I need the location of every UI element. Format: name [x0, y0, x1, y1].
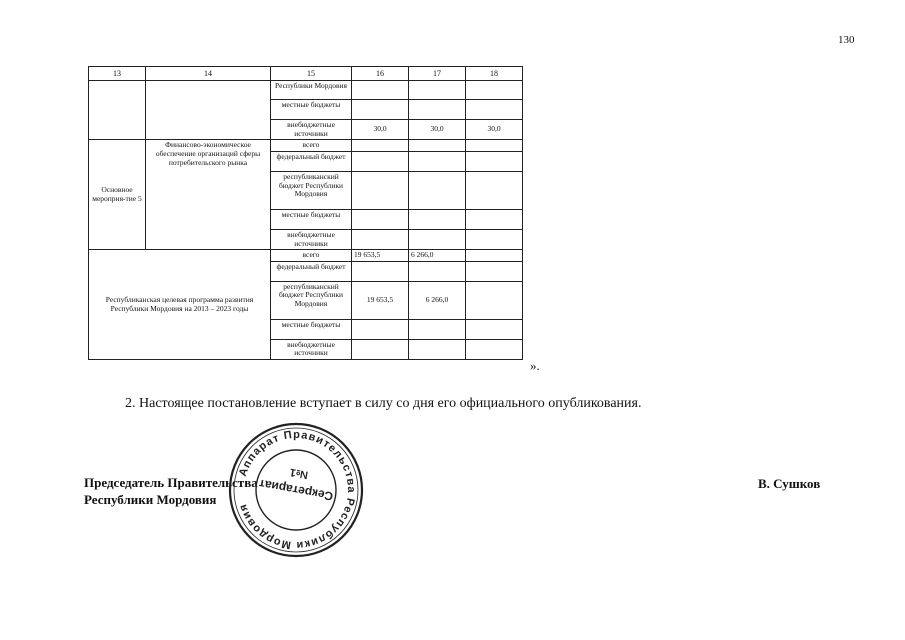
value-cell: 6 266,0 — [409, 250, 466, 262]
column-header: 15 — [271, 67, 352, 81]
page-number: 130 — [838, 34, 855, 46]
table-cell — [466, 209, 523, 229]
value-cell: 19 653,5 — [352, 250, 409, 262]
table-cell — [466, 171, 523, 209]
table-cell — [466, 250, 523, 262]
signer-title-line2: Республики Мордовия — [84, 492, 217, 507]
table-cell — [409, 171, 466, 209]
table-cell — [466, 229, 523, 249]
column-header: 14 — [146, 67, 271, 81]
value-cell: 30,0 — [352, 120, 409, 140]
table-cell — [352, 339, 409, 359]
table-cell — [466, 151, 523, 171]
table-cell — [352, 140, 409, 152]
table-cell — [146, 81, 271, 140]
table-cell — [352, 209, 409, 229]
funding-source-cell: местные бюджеты — [271, 209, 352, 229]
table-cell — [409, 339, 466, 359]
activity-cell: Основное мероприя-тие 5 — [89, 140, 146, 250]
funding-source-cell: всего — [271, 250, 352, 262]
table-cell — [352, 100, 409, 120]
table-cell — [466, 100, 523, 120]
table-cell — [409, 261, 466, 281]
activity-description-cell: Финансово-экономическое обеспечение организаций сферы потребительского рынка — [146, 140, 271, 250]
table-cell — [409, 209, 466, 229]
column-header: 13 — [89, 67, 146, 81]
seal-ring-text: Аппарат Правительства Республики Мордовия — [236, 428, 358, 552]
table-cell — [352, 229, 409, 249]
table-cell — [409, 319, 466, 339]
funding-source-cell: внебюджетные источники — [271, 229, 352, 249]
table-row — [89, 250, 523, 262]
funding-source-cell: федеральный бюджет — [271, 261, 352, 281]
funding-source-cell: всего — [271, 140, 352, 152]
table-row — [89, 81, 523, 100]
table-cell — [466, 339, 523, 359]
table-cell — [409, 81, 466, 100]
table-cell — [89, 81, 146, 140]
table-row — [89, 140, 523, 152]
funding-source-cell: местные бюджеты — [271, 319, 352, 339]
table-cell — [352, 171, 409, 209]
table-cell — [352, 151, 409, 171]
funding-source-cell: внебюджетные источники — [271, 339, 352, 359]
funding-source-cell: федеральный бюджет — [271, 151, 352, 171]
seal-center-text: Секретариат — [257, 476, 335, 504]
table-cell — [352, 319, 409, 339]
budget-table — [88, 66, 523, 360]
table-cell — [409, 100, 466, 120]
table-cell — [352, 261, 409, 281]
funding-source-cell: местные бюджеты — [271, 100, 352, 120]
closing-quote: ». — [530, 358, 540, 373]
funding-source-cell: республиканский бюджет Республики Мордовия — [271, 281, 352, 319]
signature-name: В. Сушков — [758, 476, 821, 491]
table-cell — [409, 229, 466, 249]
seal-icon — [226, 420, 366, 560]
program-name-cell: Республиканская целевая программа развития Республики Мордовия на 2013 – 2023 годы — [89, 250, 271, 360]
column-header: 18 — [466, 67, 523, 81]
seal-number: №1 — [288, 465, 310, 481]
table-cell — [466, 319, 523, 339]
signer-title-line1: Председатель Правительства — [84, 475, 258, 490]
table-cell — [409, 151, 466, 171]
value-cell: 6 266,0 — [409, 281, 466, 319]
column-header: 16 — [352, 67, 409, 81]
funding-source-cell: Республики Мордовия — [271, 81, 352, 100]
table-cell — [466, 140, 523, 152]
table-cell — [466, 281, 523, 319]
value-cell: 30,0 — [409, 120, 466, 140]
table-cell — [409, 140, 466, 152]
table-cell — [466, 261, 523, 281]
column-header: 17 — [409, 67, 466, 81]
table-cell — [466, 81, 523, 100]
official-seal — [226, 420, 366, 560]
resolution-paragraph: 2. Настоящее постановление вступает в силу со дня его официального опубликования. — [125, 396, 642, 411]
value-cell: 30,0 — [466, 120, 523, 140]
funding-source-cell: республиканский бюджет Республики Мордовия — [271, 171, 352, 209]
table-cell — [352, 81, 409, 100]
funding-source-cell: внебюджетные источники — [271, 120, 352, 140]
value-cell: 19 653,5 — [352, 281, 409, 319]
table-header-row — [89, 67, 523, 81]
